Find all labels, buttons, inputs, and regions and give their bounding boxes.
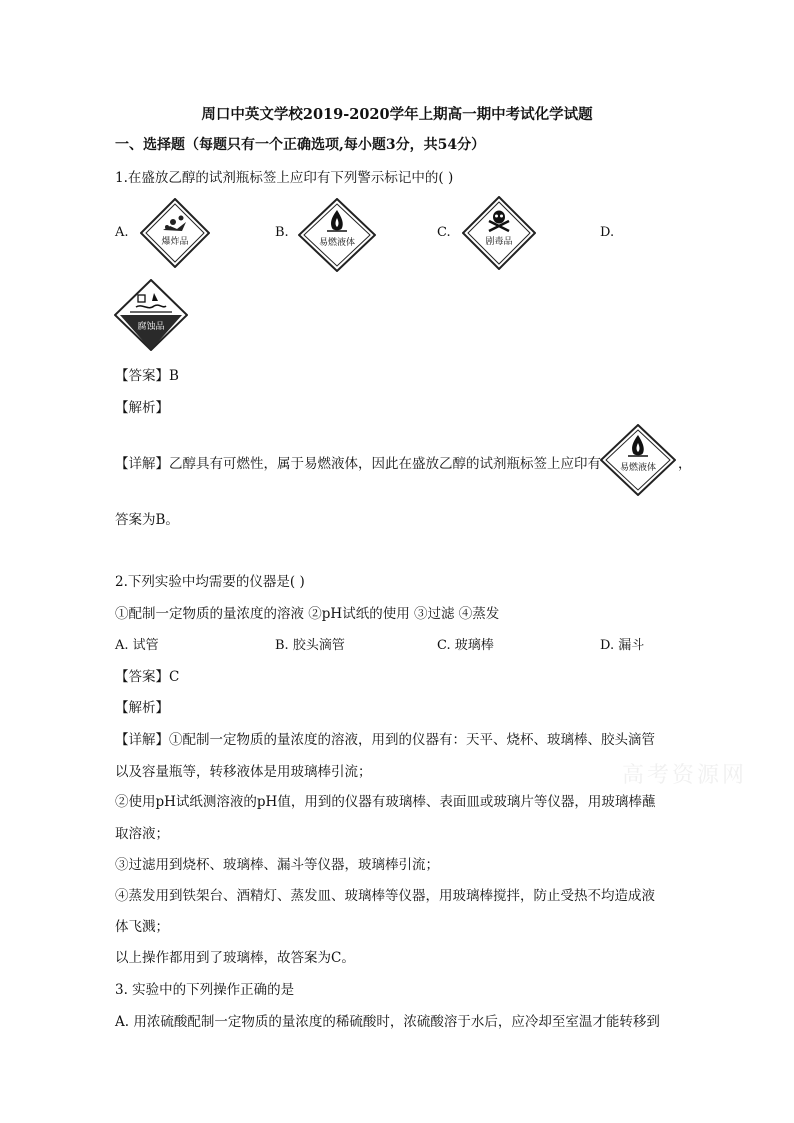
q2-option-a: A. 试管 bbox=[115, 638, 159, 653]
q2-option-c: C. 玻璃棒 bbox=[437, 638, 494, 653]
q1-option-c-label: C. bbox=[437, 225, 451, 240]
sign-d-text: 腐蚀品 bbox=[137, 322, 165, 332]
q2-detail-2: 以及容量瓶等，转移液体是用玻璃棒引流； bbox=[115, 764, 372, 780]
inline-sign-text: 易燃液体 bbox=[619, 463, 657, 473]
inline-flammable-sign-icon bbox=[600, 424, 676, 496]
section-heading: 一、选择题（每题只有一个正确选项,每小题3分，共54分） bbox=[115, 137, 486, 153]
flammable-liquid-sign-icon bbox=[298, 198, 376, 272]
q2-conclusion: 以上操作都用到了玻璃棒，故答案为C。 bbox=[115, 950, 355, 966]
q2-answer: 【答案】C bbox=[115, 669, 180, 685]
q2-detail-3: ②使用pH试纸测溶液的pH值，用到的仪器有玻璃棒、表面皿或玻璃片等仪器，用玻璃棒蘸 bbox=[115, 794, 656, 810]
q2-items: ①配制一定物质的量浓度的溶液 ②pH试纸的使用 ③过滤 ④蒸发 bbox=[115, 606, 500, 622]
q1-option-a-label: A. bbox=[115, 225, 129, 240]
q1-stem: 1.在盛放乙醇的试剂瓶标签上应印有下列警示标记中的( ) bbox=[115, 170, 454, 186]
q2-detail-1: 【详解】①配制一定物质的量浓度的溶液，用到的仪器有：天平、烧杯、玻璃棒、胶头滴管 bbox=[115, 732, 655, 748]
q3-stem: 3. 实验中的下列操作正确的是 bbox=[115, 982, 295, 998]
q1-option-b-label: B. bbox=[275, 225, 289, 240]
q2-stem: 2.下列实验中均需要的仪器是( ) bbox=[115, 574, 305, 590]
q1-detail: 【详解】乙醇具有可燃性，属于易燃液体，因此在盛放乙醇的试剂瓶标签上应印有 bbox=[115, 456, 601, 472]
q3-option-a: A. 用浓硫酸配制一定物质的量浓度的稀硫酸时，浓硫酸溶于水后，应冷却至室温才能转移到 bbox=[115, 1014, 660, 1030]
q2-detail-4: 取溶液； bbox=[115, 826, 169, 842]
q1-conclusion: 答案为B。 bbox=[115, 512, 179, 528]
toxic-sign-icon bbox=[462, 196, 536, 270]
q2-option-d: D. 漏斗 bbox=[600, 638, 645, 653]
watermark: 高考资源网 bbox=[622, 763, 748, 788]
q1-option-d-label: D. bbox=[600, 225, 615, 240]
sign-b-text: 易燃液体 bbox=[318, 238, 356, 248]
q1-detail-comma: ， bbox=[678, 456, 692, 472]
q1-analysis-label: 【解析】 bbox=[115, 400, 169, 416]
corrosive-sign-icon bbox=[114, 279, 188, 351]
explosive-sign-icon bbox=[140, 198, 210, 268]
q2-option-b: B. 胶头滴管 bbox=[275, 638, 345, 653]
sign-c-text: 剧毒品 bbox=[485, 237, 513, 247]
q2-detail-7: 体飞溅； bbox=[115, 919, 169, 935]
sign-a-text: 爆炸品 bbox=[161, 237, 189, 247]
q2-analysis-label: 【解析】 bbox=[115, 700, 169, 716]
page-title: 周口中英文学校2019-2020学年上期高一期中考试化学试题 bbox=[201, 106, 593, 123]
q1-answer: 【答案】B bbox=[115, 368, 179, 384]
q2-detail-6: ④蒸发用到铁架台、酒精灯、蒸发皿、玻璃棒等仪器，用玻璃棒搅拌，防止受热不均造成液 bbox=[115, 888, 655, 904]
q2-detail-5: ③过滤用到烧杯、玻璃棒、漏斗等仪器，玻璃棒引流； bbox=[115, 857, 439, 873]
